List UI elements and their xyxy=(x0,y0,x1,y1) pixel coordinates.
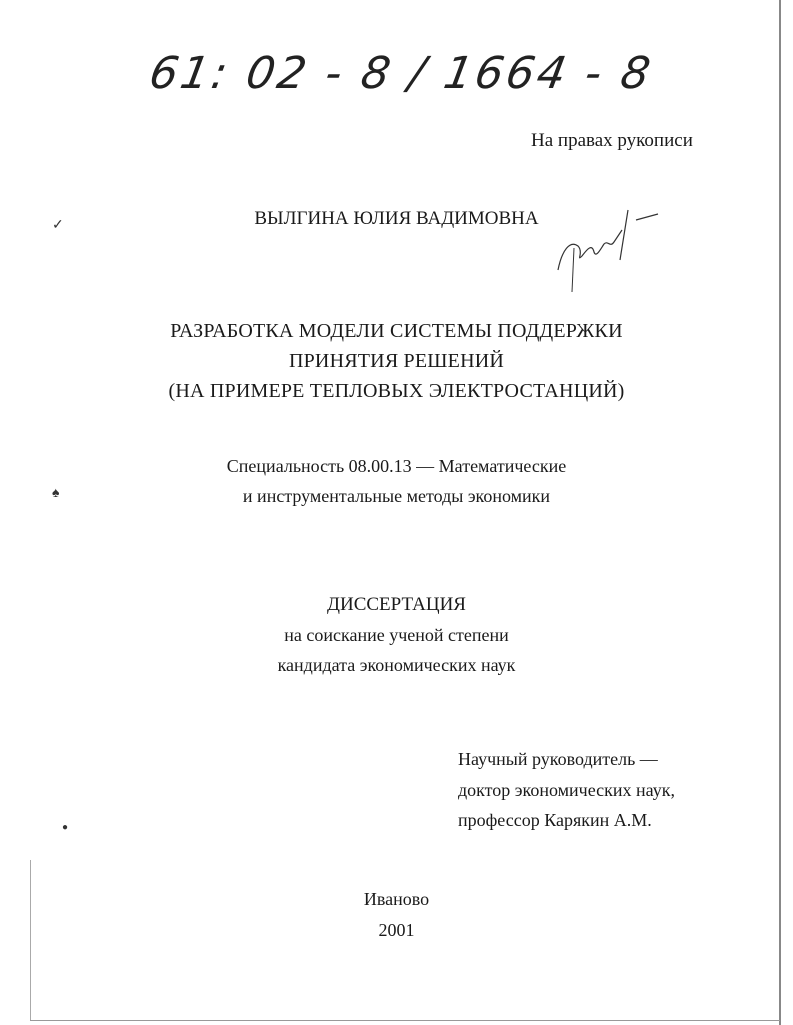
author-name: ВЫЛГИНА ЮЛИЯ ВАДИМОВНА xyxy=(254,208,539,229)
scan-edge-right xyxy=(779,0,781,1025)
dissertation-line-1: на соискание ученой степени xyxy=(284,625,509,645)
supervisor-line-3: профессор Карякин А.М. xyxy=(458,810,652,830)
city: Иваново xyxy=(363,889,430,909)
margin-mark: ● xyxy=(62,822,69,833)
margin-mark: ♠ xyxy=(52,486,60,501)
title-line-1: РАЗРАБОТКА МОДЕЛИ СИСТЕМЫ ПОДДЕРЖКИ xyxy=(170,320,623,342)
supervisor-line-2: доктор экономических наук, xyxy=(458,780,675,800)
supervisor-line-1: Научный руководитель — xyxy=(458,749,658,769)
signature xyxy=(548,200,668,295)
margin-mark: ✓ xyxy=(52,218,64,233)
year: 2001 xyxy=(378,920,415,940)
scan-edge-bottom xyxy=(30,1020,780,1021)
dissertation-line-2: кандидата экономических наук xyxy=(277,655,516,675)
handwritten-catalog-code: 61: 02 - 8 / 1664 - 8 xyxy=(145,48,657,99)
rights-note: На правах рукописи xyxy=(531,130,693,151)
dissertation-heading: ДИССЕРТАЦИЯ xyxy=(327,594,466,615)
specialty-line-1: Специальность 08.00.13 — Математические xyxy=(226,456,567,476)
specialty-line-2: и инструментальные методы экономики xyxy=(242,486,551,506)
title-line-3: (НА ПРИМЕРЕ ТЕПЛОВЫХ ЭЛЕКТРОСТАНЦИЙ) xyxy=(168,380,625,402)
title-line-2: ПРИНЯТИЯ РЕШЕНИЙ xyxy=(288,350,505,372)
